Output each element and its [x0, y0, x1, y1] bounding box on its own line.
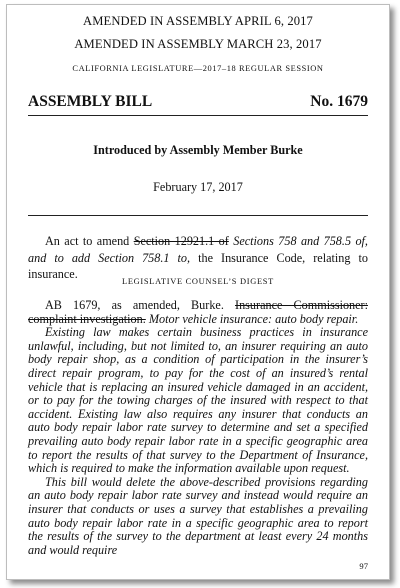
bill-type: ASSEMBLY BILL [28, 93, 153, 110]
bill-number: No. 1679 [310, 93, 368, 110]
act-text-2: the Insurance Code, relating to insurance. [28, 250, 368, 281]
legislature-session: CALIFORNIA LEGISLATURE—2017–18 REGULAR SESSION [72, 64, 324, 73]
act-text-1: An act to amend [45, 234, 134, 248]
amended-date-2: AMENDED IN ASSEMBLY MARCH 23, 2017 [74, 37, 322, 51]
amended-date-1: AMENDED IN ASSEMBLY APRIL 6, 2017 [83, 14, 313, 28]
introduced-by: Introduced by Assembly Member Burke [93, 143, 303, 157]
introduced-date: February 17, 2017 [153, 180, 243, 194]
bill-title-row [28, 89, 368, 116]
act-description [28, 233, 368, 283]
digest-lead-paragraph [28, 299, 368, 326]
digest-paragraph-3: This bill would delete the above-described provisions regarding an auto body repair labor rate survey and instead would require an insurer that conducts or uses a survey that establishes a prevailing auto body repair labor rate in a specific geographic area to report the results of the survey to the department at least every 24 months and would require [28, 474, 368, 557]
section-divider [28, 215, 368, 216]
digest-body [28, 299, 368, 557]
digest-lead-inserted: Motor vehicle insurance: auto body repair. [145, 311, 359, 326]
act-inserted-text: Sections 758 and 758.5 of, and to add Section 758.1 to, [28, 234, 368, 265]
digest-lead-struck: Insurance Commissioner: complaint investigation. [28, 298, 368, 326]
digest-lead: AB 1679, as amended, Burke. [45, 298, 236, 312]
digest-heading: LEGISLATIVE COUNSEL’S DIGEST [122, 277, 274, 286]
page-number: 97 [359, 561, 368, 571]
digest-paragraph-2: Existing law makes certain business practices in insurance unlawful, including, but not limited to, an insurer requiring an auto body repair shop, as a condition of participation in the insurer’s direct repair program, to pay for the cost of an insured’s rental vehicle that is replacing an insured vehicle damaged in an accident, or to pay for the towing charges of the insured with respect to that accident. Existing law also requires any insurer that conducts an auto body repair labor rate survey to determine and set a specified prevailing auto body repair labor rate in a specific geographic area to report the results of that survey to the Department of Insurance, which is required to make the information available upon request. [28, 325, 368, 476]
bill-page [6, 4, 390, 580]
act-struck-text: Section 12921.1 of [133, 234, 229, 248]
